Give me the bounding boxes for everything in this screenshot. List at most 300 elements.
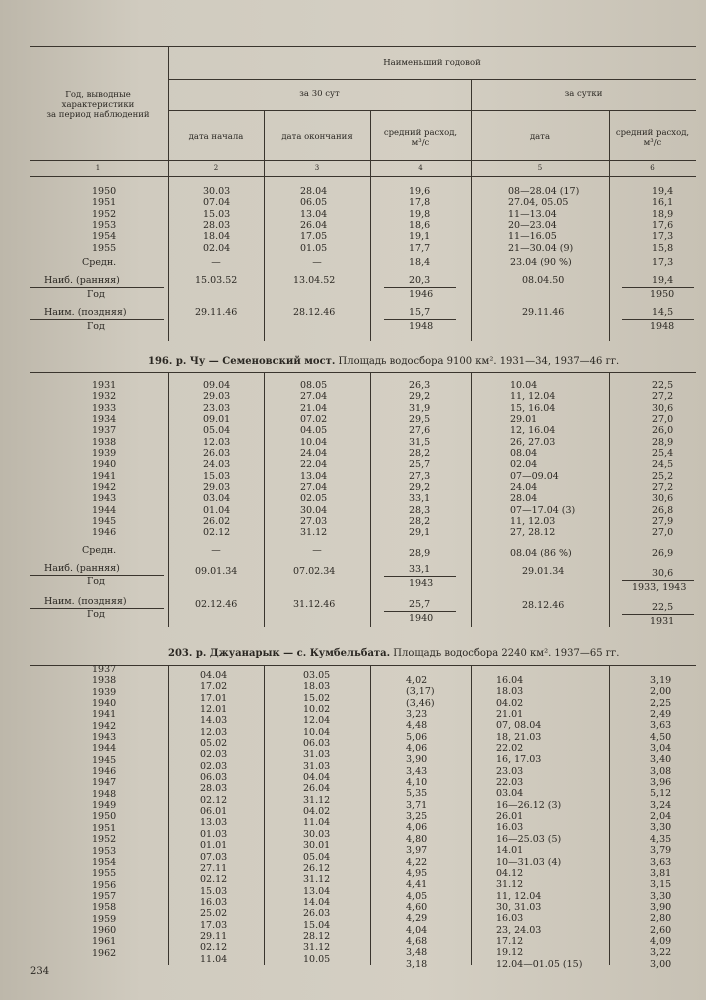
s1-dates-cell: 11—16.05 (508, 231, 557, 243)
s3-avg-flow-day-cell: 3,15 (650, 879, 672, 891)
s2-title-station: 196. р. Чу — Семеновский мост. (148, 356, 336, 367)
s2-start-dates (203, 380, 230, 539)
s3-years-cell: 1940 (92, 698, 117, 710)
s3-start-dates-cell: 29.11 (200, 930, 228, 942)
s3-avg-flow-day-cell: 3,04 (650, 743, 672, 755)
s1-min-label: Наим. (поздняя) (44, 307, 127, 318)
s3-start-dates-cell: 02.12 (200, 942, 228, 954)
s2-avg-flow-30-cell: 28,2 (409, 448, 431, 460)
s2-start-dates-cell: 12.03 (203, 436, 231, 448)
s3-avg-flow-30-cell: 4,10 (406, 777, 428, 789)
colnum-6: 6 (650, 164, 655, 172)
s2-start-dates-cell: 15.03 (203, 470, 231, 482)
s2-avg-flow-day-cell: 27,0 (652, 414, 674, 426)
s2-min-label: Наим. (поздняя) (44, 596, 127, 607)
s3-avg-flow-day-cell: 3,24 (650, 799, 672, 811)
s2-years-cell: 1941 (92, 470, 117, 482)
s3-end-dates (303, 670, 330, 965)
s3-avg-flow-day-cell: 3,96 (650, 777, 672, 789)
s3-years-cell: 1939 (92, 686, 117, 698)
s1-max-c3: 13.04.52 (293, 275, 336, 286)
s1-avg-flow-day (652, 186, 673, 254)
s2-avg-flow-30-cell: 33,1 (409, 493, 431, 505)
s3-years-cell: 1950 (92, 811, 117, 823)
s1-max-c6-year: 1950 (650, 289, 675, 300)
s3-start-dates-cell: 25.02 (200, 908, 228, 920)
s2-avg-flow-30-cell: 31,5 (409, 436, 431, 448)
s2-avg-flow-day-cell: 27,2 (652, 391, 674, 403)
s2-avg-c3: — (312, 545, 322, 556)
s3-avg-flow-day-cell: 2,00 (650, 686, 672, 698)
s3-years-cell: 1954 (92, 856, 117, 868)
s3-top-rule (30, 665, 696, 666)
s2-dates-cell: 24.04 (510, 482, 538, 494)
s2-end-dates-cell: 24.04 (300, 448, 328, 460)
s1-max-c5: 08.04.50 (522, 275, 565, 286)
s1-avg-flow-day-cell: 19,4 (652, 186, 674, 197)
s1-min-underline (30, 319, 164, 320)
s1-min-c6-year: 1948 (650, 321, 675, 332)
s2-avg-flow-30-cell: 29,2 (409, 482, 431, 494)
header-avg-flow-day-l1: средний расход, (615, 128, 690, 138)
s3-end-dates-cell: 31.12 (303, 874, 331, 886)
s2-avg-flow-day-cell: 25,2 (652, 470, 674, 482)
header-start-date: дата начала (188, 132, 244, 142)
s2-max-label: Наиб. (ранняя) (44, 563, 120, 574)
s3-avg-flow-30-cell: 4,95 (406, 867, 428, 879)
s2-dates-cell: 26, 27.03 (510, 436, 556, 448)
col-divider-2 (264, 110, 265, 341)
s2-divider-3 (370, 372, 371, 627)
s2-start-dates-cell: 02.12 (203, 527, 231, 539)
s3-title-station: 203. р. Джуанарык — с. Кумбельбата. (168, 648, 391, 659)
s2-avg-flow-30 (409, 380, 430, 539)
s2-dates-cell: 07—09.04 (510, 470, 559, 482)
s2-title (148, 356, 619, 367)
s2-min-c3: 31.12.46 (293, 599, 336, 610)
header-30-days: за 30 сут (299, 89, 340, 99)
s2-start-dates-cell: 05.04 (203, 425, 231, 437)
s1-max-label: Наиб. (ранняя) (44, 275, 120, 286)
s2-dates-cell: 27, 28.12 (510, 527, 556, 539)
s3-avg-flow-30-cell: 3,90 (406, 754, 428, 766)
s3-end-dates-cell: 31.03 (303, 749, 331, 761)
header-avg-flow-30-l2: м³/с (411, 138, 430, 148)
s1-avg-label: Средн. (82, 257, 117, 268)
s3-years-cell: 1949 (92, 800, 117, 812)
header-date: дата (529, 132, 551, 142)
s3-avg-flow-30-cell: 5,35 (406, 788, 428, 800)
colnum-3: 3 (314, 164, 320, 172)
s2-end-dates-cell: 08.05 (300, 380, 328, 391)
s3-dates-cell: 16.04 (496, 675, 524, 686)
s3-dates-cell: 16.03 (496, 913, 524, 925)
s3-start-dates-cell: 27.11 (200, 862, 228, 874)
s2-max-c4-rule (384, 576, 456, 577)
s2-dates-cell: 11, 12.04 (510, 391, 556, 403)
number-row-rule (30, 176, 696, 177)
s3-end-dates-cell: 04.04 (303, 772, 331, 784)
s2-avg-flow-30-cell: 28,2 (409, 516, 431, 528)
s1-years-cell: 1950 (92, 186, 117, 197)
s3-avg-flow-30-cell: 4,68 (406, 935, 428, 947)
s2-dates-cell: 11, 12.03 (510, 516, 556, 528)
s3-end-dates-cell: 12.04 (303, 715, 331, 727)
s1-min-year-label: Год (87, 321, 105, 332)
s3-years-cell: 1953 (92, 845, 117, 857)
s2-end-dates-cell: 21.04 (300, 402, 328, 414)
s2-avg-flow-day-cell: 27,2 (652, 482, 674, 494)
s1-avg-flow-30-cell: 19,8 (409, 208, 431, 220)
s2-end-dates-cell: 04.05 (300, 425, 328, 437)
s3-start-dates-cell: 14.03 (200, 715, 228, 727)
s3-start-dates (200, 670, 227, 965)
s2-avg-flow-30-cell: 29,1 (409, 527, 431, 539)
s2-end-dates (300, 380, 327, 539)
s3-avg-flow-day-cell: 3,81 (650, 867, 672, 879)
s3-title (168, 648, 619, 659)
s1-dates-cell: 20—23.04 (508, 220, 557, 232)
s2-years-cell: 1946 (92, 527, 117, 539)
header-end-date: дата окончания (281, 132, 353, 142)
s2-dates-cell: 29.01 (510, 414, 538, 426)
s3-end-dates-cell: 10.04 (303, 726, 331, 738)
s3-end-dates-cell: 10.05 (303, 953, 331, 965)
s2-years-cell: 1931 (92, 380, 117, 391)
s3-end-dates-cell: 30.03 (303, 828, 331, 840)
s3-avg-flow-30-cell: 3,48 (406, 947, 428, 959)
s1-max-year-label: Год (87, 289, 105, 300)
s3-years-cell: 1960 (92, 924, 117, 936)
s3-years-cell: 1958 (92, 902, 117, 914)
s2-avg-flow-day-cell: 28,9 (652, 436, 674, 448)
s3-divider-2 (264, 665, 265, 965)
s1-avg-c2: — (211, 257, 221, 268)
s2-start-dates-cell: 03.04 (203, 493, 231, 505)
s2-avg-flow-day-cell: 25,4 (652, 448, 674, 460)
s3-years-cell: 1938 (92, 675, 117, 687)
s3-end-dates-cell: 06.03 (303, 738, 331, 750)
s1-avg-flow-day-cell: 18,9 (652, 208, 674, 220)
s3-avg-flow-30-cell: (3,17) (406, 686, 435, 698)
s2-years-cell: 1942 (92, 482, 117, 494)
s3-avg-flow-day-cell: 3,19 (650, 675, 672, 686)
s3-start-dates-cell: 12.03 (200, 726, 228, 738)
s3-start-dates-cell: 02.03 (200, 749, 228, 761)
s2-end-dates-cell: 22.04 (300, 459, 328, 471)
s3-years-cell: 1937 (92, 664, 117, 675)
s2-years-cell: 1937 (92, 425, 117, 437)
s2-start-dates-cell: 23.03 (203, 402, 231, 414)
s2-start-dates-cell: 24.03 (203, 459, 231, 471)
s1-avg-c4: 18,4 (409, 257, 431, 268)
s1-avg-flow-30-cell: 17,7 (409, 242, 431, 254)
s1-dates-cell: 11—13.04 (508, 208, 557, 220)
s2-max-c6-year: 1933, 1943 (632, 582, 687, 593)
s3-avg-flow-30-cell: 4,60 (406, 901, 428, 913)
s1-avg-flow-30-cell: 19,1 (409, 231, 431, 243)
s2-start-dates-cell: 01.04 (203, 504, 231, 516)
header-col1-line1: Год, выводные (65, 90, 131, 100)
s3-end-dates-cell: 26.03 (303, 908, 331, 920)
s1-years (92, 186, 116, 254)
s3-years-cell: 1944 (92, 743, 117, 755)
s3-avg-flow-day-cell: 2,25 (650, 697, 672, 709)
s2-dates-cell: 08.04 (510, 448, 538, 460)
s3-avg-flow-day-cell: 3,00 (650, 958, 672, 970)
s2-start-dates-cell: 29.03 (203, 391, 231, 403)
s3-end-dates-cell: 18.03 (303, 681, 331, 693)
s1-avg-flow-day-cell: 16,1 (652, 197, 674, 209)
s1-start-dates-cell: 07.04 (203, 197, 231, 209)
s2-max-c2: 09.01.34 (195, 566, 238, 577)
s3-dates-cell: 16—26.12 (3) (496, 799, 562, 811)
s3-avg-flow-day (650, 675, 671, 970)
s1-min-c4-year: 1948 (409, 321, 434, 332)
s2-max-c5: 29.01.34 (522, 566, 565, 577)
s3-avg-flow-30-cell: 3,43 (406, 765, 428, 777)
s1-start-dates-cell: 30.03 (203, 186, 231, 197)
s3-avg-flow-day-cell: 2,60 (650, 924, 672, 936)
s3-avg-flow-30-cell: 4,04 (406, 924, 428, 936)
s3-years-cell: 1942 (92, 720, 117, 732)
s3-end-dates-cell: 26.12 (303, 862, 331, 874)
s1-dates-cell: 21—30.04 (9) (508, 242, 574, 254)
colnum-4: 4 (418, 164, 423, 172)
s2-end-dates-cell: 07.02 (300, 414, 328, 426)
s1-avg-c6: 17,3 (652, 257, 674, 268)
s3-dates-cell: 22.03 (496, 777, 524, 789)
s1-years-cell: 1952 (92, 208, 117, 220)
s3-start-dates-cell: 17.03 (200, 919, 228, 931)
s3-end-dates-cell: 11.04 (303, 817, 331, 829)
header-rule-2 (168, 110, 696, 111)
s3-dates-cell: 07, 08.04 (496, 720, 542, 732)
s1-min-c6-rule (622, 319, 694, 320)
s3-avg-flow-day-cell: 3,90 (650, 901, 672, 913)
s3-start-dates-cell: 17.02 (200, 681, 228, 693)
s2-avg-flow-day-cell: 22,5 (652, 380, 674, 391)
s2-min-c4: 25,7 (409, 599, 431, 610)
s3-avg-flow-day-cell: 5,12 (650, 788, 672, 800)
s2-end-dates-cell: 10.04 (300, 436, 328, 448)
s3-end-dates-cell: 26.04 (303, 783, 331, 795)
s3-dates-cell: 11, 12.04 (496, 890, 542, 902)
s1-start-dates-cell: 28.03 (203, 220, 231, 232)
s1-dates-cell: 08—28.04 (17) (508, 186, 580, 197)
s2-avg-flow-day (652, 380, 673, 539)
s2-avg-c4: 28,9 (409, 548, 431, 559)
s3-years-cell: 1962 (92, 947, 117, 959)
s3-avg-flow-day-cell: 3,63 (650, 720, 672, 732)
page-number: 234 (30, 966, 50, 977)
s1-avg-flow-30 (409, 186, 430, 254)
s1-avg-c3: — (312, 257, 322, 268)
s2-divider-4 (471, 372, 472, 627)
s1-avg-c5: 23.04 (90 %) (510, 257, 572, 268)
s3-avg-flow-30-cell: 4,05 (406, 890, 428, 902)
s3-start-dates-cell: 02.12 (200, 874, 228, 886)
s3-dates-cell: 14.01 (496, 845, 524, 857)
s3-dates-cell: 30, 31.03 (496, 901, 542, 913)
colnum-2: 2 (213, 164, 219, 172)
s1-start-dates (203, 186, 230, 254)
s2-start-dates-cell: 09.01 (203, 414, 231, 426)
s3-avg-flow-30-cell: 3,18 (406, 958, 428, 970)
s1-max-c4: 20,3 (409, 275, 431, 286)
s3-years (92, 664, 116, 959)
s2-years-cell: 1944 (92, 504, 117, 516)
s1-min-c6: 14,5 (652, 307, 674, 318)
s3-avg-flow-day-cell: 2,04 (650, 811, 672, 823)
s3-avg-flow-30-cell: 3,97 (406, 845, 428, 857)
s2-dates-cell: 10.04 (510, 380, 538, 391)
s3-start-dates-cell: 06.01 (200, 806, 228, 818)
s3-title-area: Площадь водосбора 2240 км². 1937—65 гг. (393, 648, 620, 659)
s2-dates (510, 380, 575, 539)
s1-start-dates-cell: 02.04 (203, 242, 231, 254)
s2-avg-c6: 26,9 (652, 548, 674, 559)
header-per-day: за сутки (564, 89, 603, 99)
s3-years-cell: 1947 (92, 777, 117, 789)
s3-end-dates-cell: 05.04 (303, 851, 331, 863)
s2-max-c6-rule (622, 580, 694, 581)
header-bottom-rule (30, 160, 696, 161)
s3-years-cell: 1951 (92, 822, 117, 834)
s3-start-dates-cell: 04.04 (200, 670, 228, 681)
s3-start-dates-cell: 12.01 (200, 704, 228, 716)
col-divider-4 (471, 79, 472, 341)
s3-dates-cell: 16, 17.03 (496, 754, 542, 766)
s1-min-c4: 15,7 (409, 307, 431, 318)
s2-avg-flow-30-cell: 29,2 (409, 391, 431, 403)
s3-start-dates-cell: 06.03 (200, 772, 228, 784)
s2-avg-flow-30-cell: 27,3 (409, 470, 431, 482)
s3-divider-5 (609, 665, 610, 965)
s1-avg-flow-day-cell: 15,8 (652, 242, 674, 254)
colnum-5: 5 (537, 164, 543, 172)
s2-years (92, 380, 116, 539)
s2-end-dates-cell: 31.12 (300, 527, 328, 539)
s1-years-cell: 1954 (92, 231, 117, 243)
s3-start-dates-cell: 05.02 (200, 738, 228, 750)
s3-end-dates-cell: 31.03 (303, 760, 331, 772)
s2-avg-flow-day-cell: 30,6 (652, 402, 674, 414)
s3-avg-flow-30-cell: 4,22 (406, 856, 428, 868)
s1-end-dates (300, 186, 327, 254)
s3-end-dates-cell: 31.12 (303, 942, 331, 954)
s3-years-cell: 1956 (92, 879, 117, 891)
s3-avg-flow-day-cell: 3,63 (650, 856, 672, 868)
s1-end-dates-cell: 01.05 (300, 242, 328, 254)
s3-divider-4 (471, 665, 472, 965)
s3-avg-flow-day-cell: 3,40 (650, 754, 672, 766)
s3-start-dates-cell: 15.03 (200, 885, 228, 897)
s1-years-cell: 1953 (92, 220, 117, 232)
s3-dates (496, 675, 582, 970)
s1-avg-flow-day-cell: 17,3 (652, 231, 674, 243)
s2-avg-flow-30-cell: 26,3 (409, 380, 431, 391)
s3-avg-flow-day-cell: 3,08 (650, 765, 672, 777)
s3-avg-flow-day-cell: 2,49 (650, 709, 672, 721)
s2-divider-2 (264, 372, 265, 627)
s3-dates-cell: 23, 24.03 (496, 924, 542, 936)
s3-start-dates-cell: 11.04 (200, 953, 228, 965)
s2-years-cell: 1932 (92, 391, 117, 403)
s2-avg-label: Средн. (82, 545, 117, 556)
s3-avg-flow-30-cell: 4,48 (406, 720, 428, 732)
s2-years-cell: 1940 (92, 459, 117, 471)
header-avg-flow-30 (370, 128, 471, 148)
s3-start-dates-cell: 17.01 (200, 692, 228, 704)
s2-avg-flow-day-cell: 27,9 (652, 516, 674, 528)
s2-end-dates-cell: 13.04 (300, 470, 328, 482)
s3-end-dates-cell: 15.02 (303, 692, 331, 704)
s2-title-area: Площадь водосбора 9100 км². 1931—34, 1937—46 гг. (338, 356, 620, 367)
s2-max-year-label: Год (87, 576, 105, 587)
header-avg-flow-30-l1: средний расход, (383, 128, 458, 138)
s3-start-dates-cell: 01.01 (200, 840, 228, 852)
s1-end-dates-cell: 28.04 (300, 186, 328, 197)
s2-start-dates-cell: 29.03 (203, 482, 231, 494)
s2-top-rule (30, 372, 696, 373)
s3-avg-flow-day-cell: 3,30 (650, 890, 672, 902)
header-avg-flow-day-l2: м³/с (643, 138, 662, 148)
s2-end-dates-cell: 02.05 (300, 493, 328, 505)
s1-min-c4-rule (384, 319, 456, 320)
s3-dates-cell: 31.12 (496, 879, 524, 891)
s3-end-dates-cell: 04.02 (303, 806, 331, 818)
s1-avg-flow-30-cell: 19,6 (409, 186, 431, 197)
s1-start-dates-cell: 18.04 (203, 231, 231, 243)
s3-years-cell: 1943 (92, 732, 117, 744)
s2-min-c2: 02.12.46 (195, 599, 238, 610)
s1-max-c6-rule (622, 287, 694, 288)
s2-dates-cell: 07—17.04 (3) (510, 504, 576, 516)
s2-years-cell: 1934 (92, 414, 117, 426)
s3-dates-cell: 21.01 (496, 709, 524, 721)
s3-avg-flow-30-cell: 4,41 (406, 879, 428, 891)
s3-avg-flow-30 (406, 675, 435, 970)
s3-end-dates-cell: 14.04 (303, 896, 331, 908)
s3-dates-cell: 19.12 (496, 947, 524, 959)
s3-end-dates-cell: 10.02 (303, 704, 331, 716)
s2-avg-flow-30-cell: 25,7 (409, 459, 431, 471)
s3-dates-cell: 16—25.03 (5) (496, 833, 562, 845)
s3-start-dates-cell: 28.03 (200, 783, 228, 795)
s1-max-c4-rule (384, 287, 456, 288)
s2-end-dates-cell: 30.04 (300, 504, 328, 516)
s3-years-cell: 1952 (92, 834, 117, 846)
s3-start-dates-cell: 07.03 (200, 851, 228, 863)
s3-years-cell: 1959 (92, 913, 117, 925)
s3-dates-cell: 26.01 (496, 811, 524, 823)
s2-min-c4-year: 1940 (409, 613, 434, 624)
s3-dates-cell: 18.03 (496, 686, 524, 698)
s3-years-cell: 1957 (92, 890, 117, 902)
s2-years-cell: 1939 (92, 448, 117, 460)
s3-avg-flow-day-cell: 3,30 (650, 822, 672, 834)
s2-avg-flow-day-cell: 26,0 (652, 425, 674, 437)
s3-avg-flow-30-cell: (3,46) (406, 697, 435, 709)
s1-avg-flow-day-cell: 17,6 (652, 220, 674, 232)
s1-years-cell: 1955 (92, 242, 117, 254)
s2-divider-1 (168, 372, 169, 627)
s2-avg-c5: 08.04 (86 %) (510, 548, 572, 559)
s2-divider-5 (609, 372, 610, 627)
s3-end-dates-cell: 15.04 (303, 919, 331, 931)
s2-max-c3: 07.02.34 (293, 566, 336, 577)
